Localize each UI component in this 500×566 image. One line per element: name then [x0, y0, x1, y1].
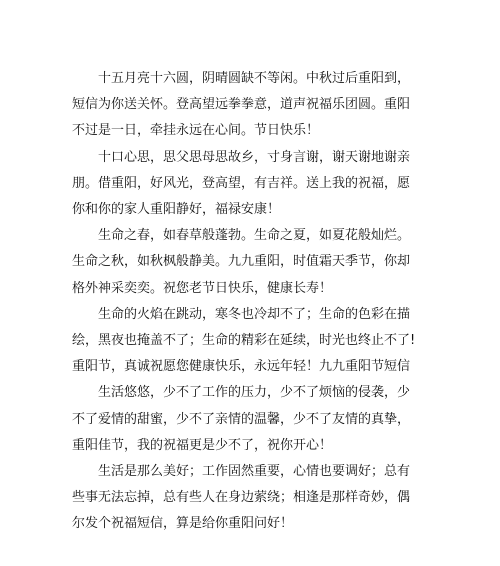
text-line: 生命之春，如春草般蓬勃。生命之夏，如夏花般灿烂。 — [98, 228, 411, 244]
text-line: 绘，黑夜也掩盖不了；生命的精彩在延续，时光也终止不了! — [72, 333, 416, 349]
text-line: 十五月亮十六圆，阴晴圆缺不等闲。中秋过后重阳到， — [98, 71, 411, 86]
text-line: 生命之秋，如秋枫般静美。九九重阳，时值霜天季节，你却 — [72, 254, 411, 270]
text-line: 生活悠悠，少不了工作的压力，少不了烦恼的侵袭，少 — [98, 385, 411, 401]
text-line: 尔发个祝福短信，算是给你重阳问好！ — [72, 516, 294, 532]
text-line: 十口心思，思父思母思故乡，寸身言谢，谢天谢地谢亲 — [98, 149, 411, 165]
paragraph-6 — [72, 459, 411, 538]
paragraph-4 — [72, 302, 416, 381]
text-line: 不了爱情的甜蜜，少不了亲情的温馨，少不了友情的真挚， — [72, 411, 411, 427]
text-line: 朋。借重阳，好风光，登高望，有吉祥。送上我的祝福，愿 — [72, 175, 411, 191]
text-line: 生命的火焰在跳动，寒冬也冷却不了；生命的色彩在描 — [98, 306, 411, 322]
paragraph-1 — [72, 66, 411, 145]
paragraph-5 — [72, 380, 411, 459]
text-line: 不过是一日，牵挂永远在心间。节日快乐！ — [72, 123, 320, 139]
text-line: 重阳佳节，我的祝福更是少不了，祝你开心！ — [72, 437, 333, 453]
text-line: 重阳节，真诚祝愿您健康快乐，永远年轻！九九重阳节短信 — [72, 359, 411, 375]
text-line: 短信为你送关怀。登高望远拳拳意，道声祝福乐团圆。重阳 — [72, 97, 411, 113]
document-page — [72, 66, 416, 538]
text-line: 你和你的家人重阳静好，福禄安康！ — [72, 202, 281, 218]
text-line: 生活是那么美好；工作固然重要，心情也要调好；总有 — [98, 464, 411, 480]
paragraph-2 — [72, 145, 411, 224]
text-line: 些事无法忘掉，总有些人在身边萦绕；相逢是那样奇妙，偶 — [72, 490, 411, 506]
text-line: 格外神采奕奕。祝您老节日快乐，健康长寿！ — [72, 280, 333, 296]
paragraph-3 — [72, 223, 411, 302]
